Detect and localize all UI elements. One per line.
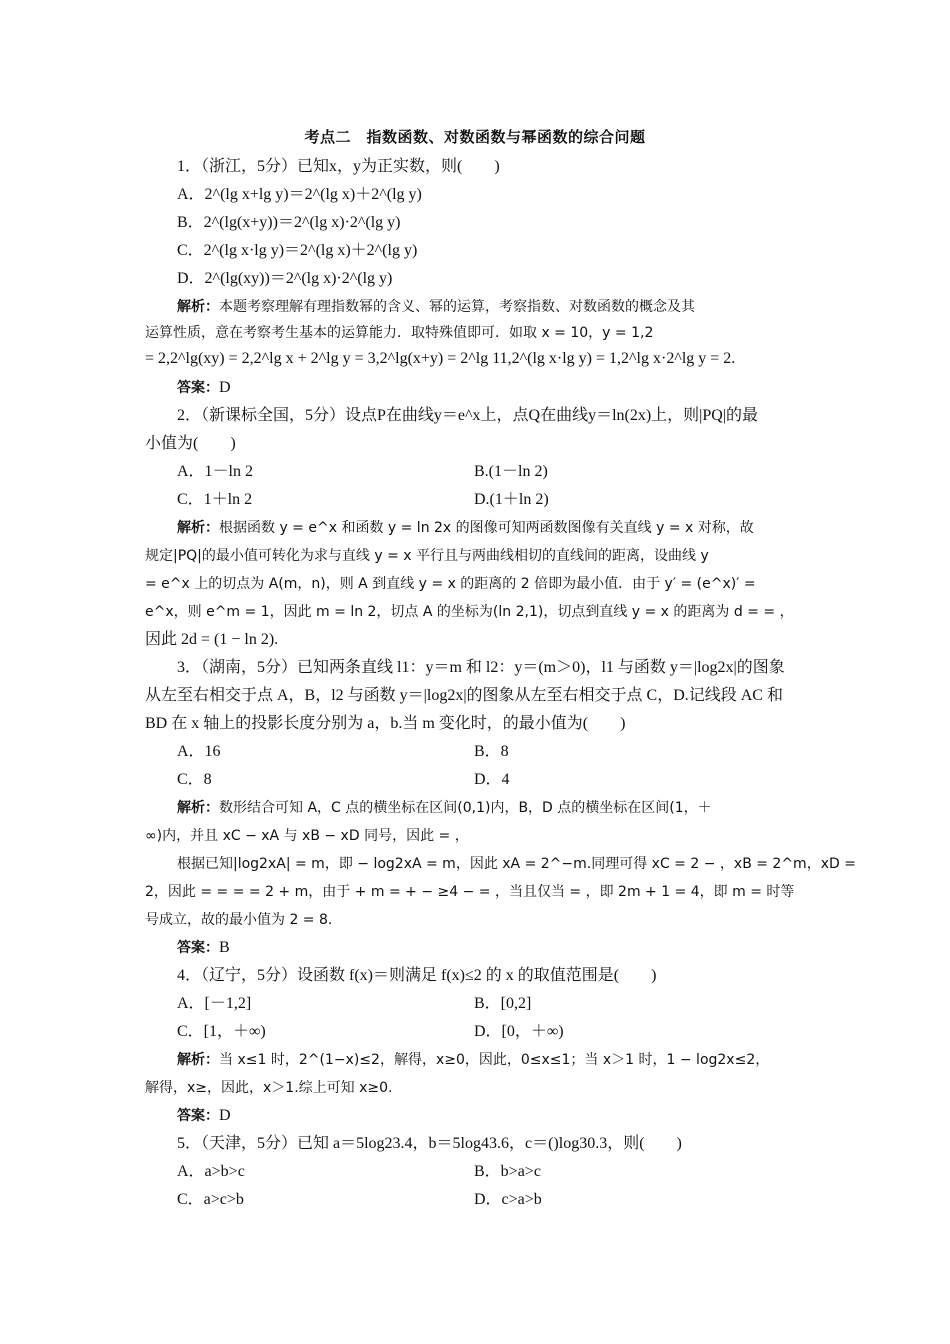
q1-analysis-line-1: 解析：本题考察理解有理指数幂的含义、幂的运算，考察指数、对数函数的概念及其 xyxy=(177,299,695,315)
q4-answer: 答案：D xyxy=(177,1107,231,1124)
q1-option-b: B．2^(lg(x+y))＝2^(lg x)·2^(lg y) xyxy=(177,214,401,231)
analysis-label: 解析： xyxy=(177,299,219,315)
q4-option-a: A．[－1,2] xyxy=(177,995,252,1012)
q3-stem-line-1: 3．（湖南，5分）已知两条直线 l1：y＝m 和 l2：y＝(m＞0)，l1 与函数 y＝|log2x|的图象 xyxy=(177,659,785,676)
q3-stem-line-2: 从左至右相交于点 A，B，l2 与函数 y＝|log2x|的图象从左至右相交于点 C，D.记线段 AC 和 xyxy=(145,687,783,704)
q3-option-a: A．16 xyxy=(177,743,221,760)
q2-stem-line-1: 2．（新课标全国，5分）设点P在曲线y＝e^x上，点Q在曲线y＝ln(2x)上，则|PQ|的最 xyxy=(177,407,759,424)
q4-option-d: D．[0，＋∞) xyxy=(474,1023,564,1040)
q1-analysis-line-2: 运算性质，意在考察考生基本的运算能力．取特殊值即可．如取 x = 10，y = 1,2 xyxy=(145,325,654,341)
q2-option-b: B.(1－ln 2) xyxy=(474,463,548,480)
q2-option-c: C．1＋ln 2 xyxy=(177,491,253,508)
q5-option-d: D．c>a>b xyxy=(474,1191,542,1208)
answer-label: 答案： xyxy=(177,940,219,956)
q1-analysis-line-3: = 2,2^lg(xy) = 2,2^lg x + 2^lg y = 3,2^lg(x+y) = 2^lg 11,2^(lg x·lg y) = 1,2^lg x·2^lg y = 2. xyxy=(145,350,736,367)
q5-stem: 5．（天津，5分）已知 a＝5log23.4，b＝5log43.6，c＝()log30.3，则( ) xyxy=(177,1135,682,1152)
q2-analysis-line-5: 因此 2d = (1 − ln 2). xyxy=(145,631,279,648)
q2-analysis-line-4: e^x，则 e^m = 1，因此 m = ln 2，切点 A 的坐标为(ln 2,1)，切点到直线 y = x 的距离为 d = = ， xyxy=(145,604,794,620)
q3-analysis-line-4: 2，因此 = = = = 2 + m，由于 + m = + − ≥4 − = ，当且仅当 = ，即 2m + 1 = 4，即 m = 时等 xyxy=(145,884,795,900)
q1-answer: 答案：D xyxy=(177,379,231,396)
q1-stem: 1．（浙江，5分）已知x，y为正实数，则( ) xyxy=(177,158,500,175)
q2-stem-line-2: 小值为( ) xyxy=(145,435,236,452)
q3-answer: 答案：B xyxy=(177,939,230,956)
q2-option-a: A．1－ln 2 xyxy=(177,463,254,480)
q3-analysis-line-1: 解析：数形结合可知 A，C 点的横坐标在区间(0,1)内，B，D 点的横坐标在区间(1，＋ xyxy=(177,800,712,816)
answer-label: 答案： xyxy=(177,380,219,396)
analysis-label: 解析： xyxy=(177,520,219,536)
q4-option-b: B．[0,2] xyxy=(474,995,532,1012)
q5-option-b: B．b>a>c xyxy=(474,1163,541,1180)
q2-option-d: D.(1＋ln 2) xyxy=(474,491,549,508)
analysis-label: 解析： xyxy=(177,800,219,816)
q2-analysis-line-2: 规定|PQ|的最小值可转化为求与直线 y = x 平行且与两曲线相切的直线间的距离，设曲线 y xyxy=(145,548,709,564)
q3-option-b: B．8 xyxy=(474,743,509,760)
q3-analysis-line-2: ∞)内，并且 xC − xA 与 xB − xD 同号，因此 = ， xyxy=(145,828,469,844)
section-title: 考点二 指数函数、对数函数与幂函数的综合问题 xyxy=(304,128,646,146)
q4-stem: 4．（辽宁，5分）设函数 f(x)＝则满足 f(x)≤2 的 x 的取值范围是( ) xyxy=(177,967,657,984)
q3-analysis-line-5: 号成立，故的最小值为 2 = 8. xyxy=(145,912,333,928)
q4-option-c: C．[1，＋∞) xyxy=(177,1023,266,1040)
q3-option-d: D．4 xyxy=(474,771,510,788)
q3-option-c: C．8 xyxy=(177,771,212,788)
q4-analysis-line-2: 解得，x≥，因此，x＞1.综上可知 x≥0. xyxy=(145,1080,393,1096)
q1-option-a: A．2^(lg x+lg y)＝2^(lg x)＋2^(lg y) xyxy=(177,186,422,203)
q3-stem-line-3: BD 在 x 轴上的投影长度分别为 a，b.当 m 变化时，的最小值为( ) xyxy=(145,715,626,732)
q5-option-a: A．a>b>c xyxy=(177,1163,245,1180)
q1-option-d: D．2^(lg(xy))＝2^(lg x)·2^(lg y) xyxy=(177,270,393,287)
q1-option-c: C．2^(lg x·lg y)＝2^(lg x)＋2^(lg y) xyxy=(177,242,418,259)
q3-analysis-line-3: 根据已知|log2xA| = m，即 − log2xA = m，因此 xA = 2^−m.同理可得 xC = 2 − ，xB = 2^m，xD = xyxy=(177,856,856,872)
q4-analysis-line-1: 解析：当 x≤1 时，2^(1−x)≤2，解得，x≥0，因此，0≤x≤1；当 x＞1 时，1 − log2x≤2， xyxy=(177,1052,770,1068)
analysis-label: 解析： xyxy=(177,1052,219,1068)
q5-option-c: C．a>c>b xyxy=(177,1191,244,1208)
answer-label: 答案： xyxy=(177,1108,219,1124)
q2-analysis-line-3: = e^x 上的切点为 A(m，n)，则 A 到直线 y = x 的距离的 2 倍即为最小值．由于 y′ = (e^x)′ = xyxy=(145,576,756,592)
q2-analysis-line-1: 解析：根据函数 y = e^x 和函数 y = ln 2x 的图像可知两函数图像有关直线 y = x 对称，故 xyxy=(177,520,754,536)
